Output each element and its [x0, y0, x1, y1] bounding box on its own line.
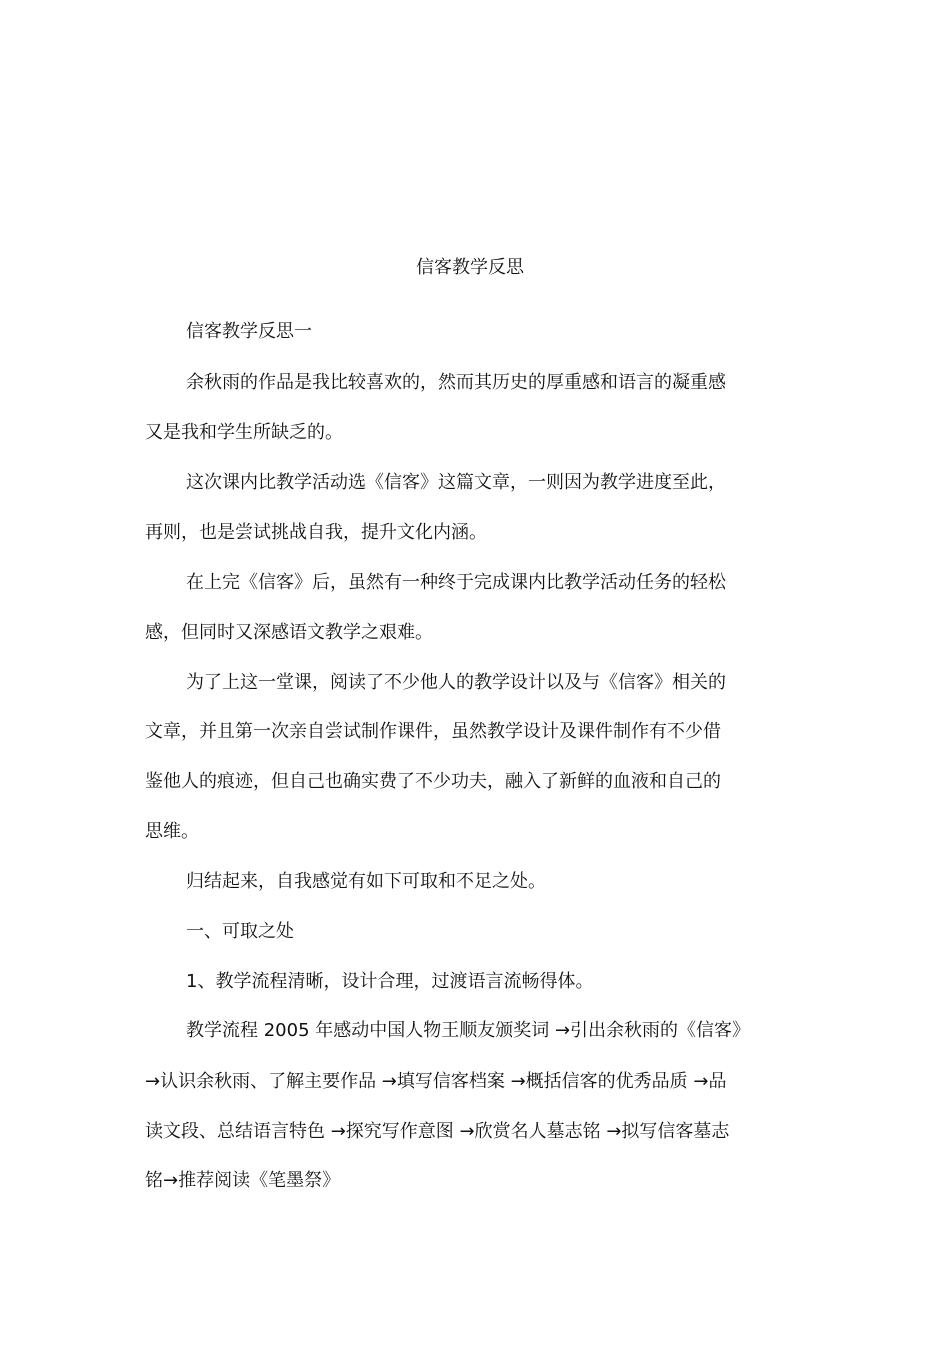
list-item: 1、教学流程清晰，设计合理，过渡语言流畅得体。	[186, 971, 594, 992]
paragraph-line: →认识余秋雨、了解主要作品 →填写信客档案 →概括信客的优秀品质 →品	[145, 1071, 727, 1092]
paragraph-line: 为了上这一堂课，阅读了不少他人的教学设计以及与《信客》相关的	[186, 672, 726, 693]
paragraph-line: 这次课内比教学活动选《信客》这篇文章，一则因为教学进度至此，	[186, 472, 726, 493]
paragraph-line: 又是我和学生所缺乏的。	[145, 422, 343, 443]
paragraph-line: 在上完《信客》后，虽然有一种终于完成课内比教学活动任务的轻松	[186, 572, 726, 593]
document-title: 信客教学反思	[416, 257, 524, 278]
paragraph-line: 鉴他人的痕迹，但自己也确实费了不少功夫，融入了新鲜的血液和自己的	[145, 771, 721, 792]
paragraph-line: 再则，也是尝试挑战自我，提升文化内涵。	[145, 522, 487, 543]
section-heading: 信客教学反思一	[186, 321, 312, 342]
paragraph-line: 思维。	[145, 821, 199, 842]
section-heading: 一、可取之处	[186, 921, 294, 942]
paragraph-line: 归结起来，自我感觉有如下可取和不足之处。	[186, 871, 546, 892]
paragraph-line: 感，但同时又深感语文教学之艰难。	[145, 622, 433, 643]
paragraph-line: 铭→推荐阅读《笔墨祭》	[145, 1170, 341, 1191]
paragraph-line: 读文段、总结语言特色 →探究写作意图 →欣赏名人墓志铭 →拟写信客墓志	[145, 1121, 730, 1142]
paragraph-line: 教学流程 2005 年感动中国人物王顺友颁奖词 →引出余秋雨的《信客》	[186, 1020, 751, 1041]
paragraph-line: 余秋雨的作品是我比较喜欢的，然而其历史的厚重感和语言的凝重感	[186, 372, 726, 393]
paragraph-line: 文章，并且第一次亲自尝试制作课件，虽然教学设计及课件制作有不少借	[145, 721, 721, 742]
